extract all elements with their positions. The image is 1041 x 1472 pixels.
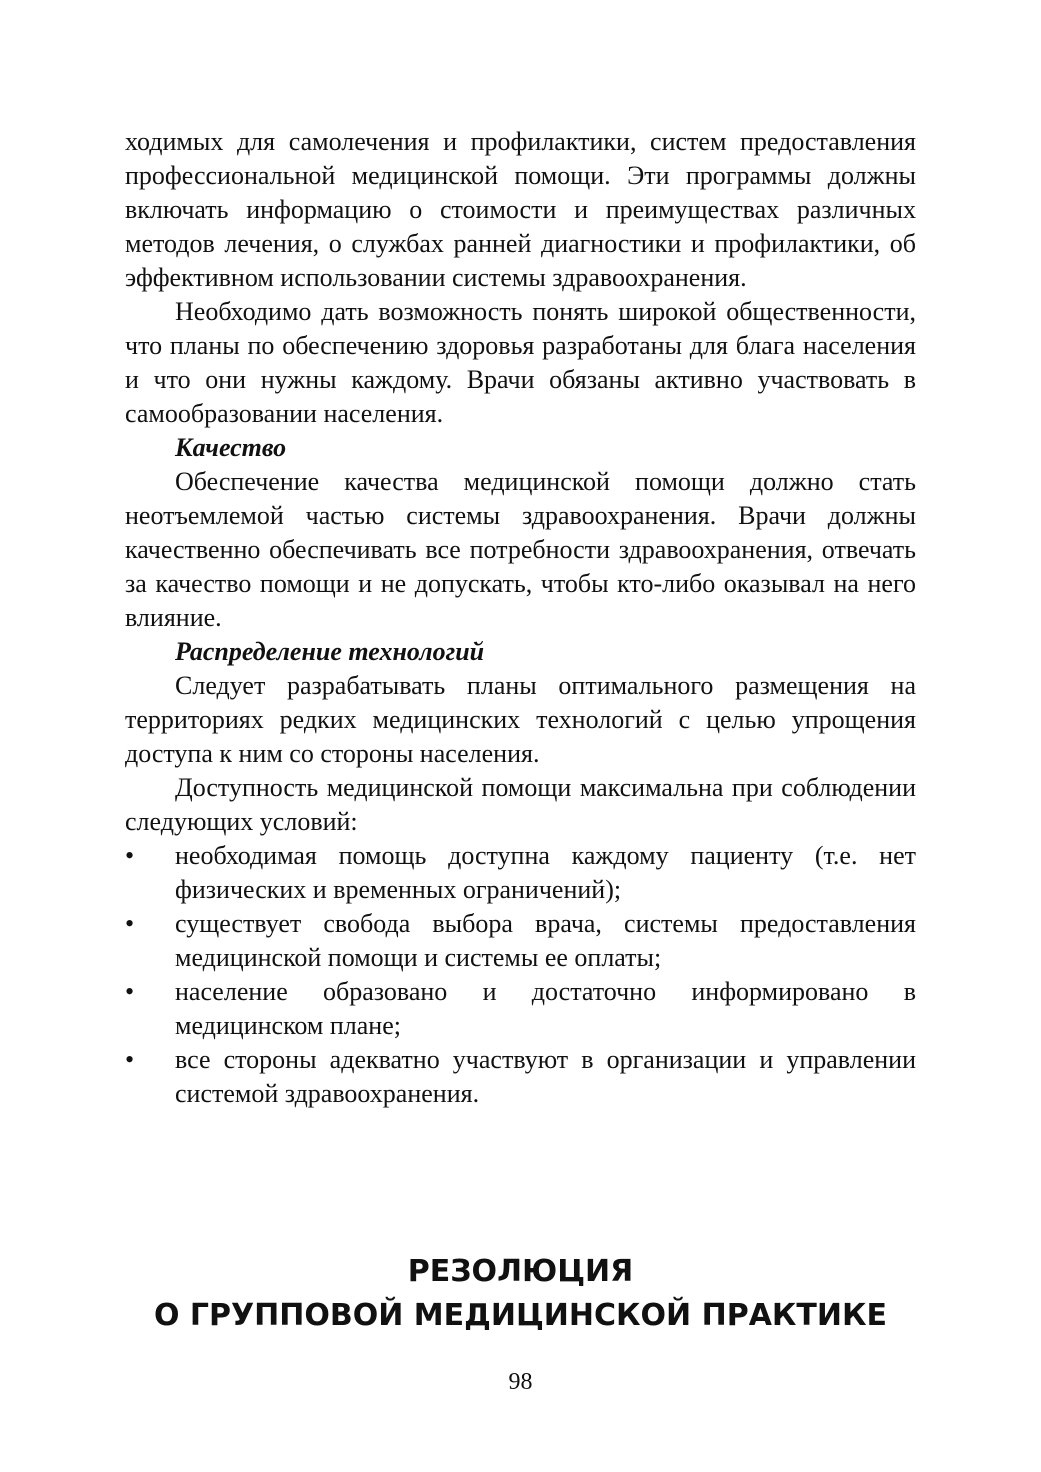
bullet-icon: • [125, 841, 135, 870]
resolution-title [0, 1250, 1041, 1338]
section-heading-quality: Качество [175, 433, 287, 462]
list-item-text: население образовано и достаточно информировано в медицинском плане; [175, 977, 916, 1040]
resolution-title-line2: О ГРУППОВОЙ МЕДИЦИНСКОЙ ПРАКТИКЕ [153, 1298, 888, 1333]
list-item [125, 907, 916, 975]
list-item-text: все стороны адекватно участвуют в организации и управлении системой здравоохранения. [175, 1045, 916, 1108]
body-text [125, 125, 916, 1111]
paragraph-public-awareness: Необходимо дать возможность понять широкой общественности, что планы по обеспечению здоровья разработаны для блага населения и что они нужны каждому. Врачи обязаны активно участвовать в самообразовании населения. [125, 297, 916, 428]
conditions-list [125, 839, 916, 1111]
paragraph-continuation: ходимых для самолечения и профилактики, систем предоставления профессиональной медицинской помощи. Эти программы должны включать информацию о стоимости и преимуществах различных методов лечения, о службах ранней диагностики и профилактики, об эффективном использовании системы здравоохранения. [125, 127, 916, 292]
list-item [125, 839, 916, 907]
section-heading-technology: Распределение технологий [175, 637, 485, 666]
list-item-text: существует свобода выбора врача, системы предоставления медицинской помощи и системы ее оплаты; [175, 909, 916, 972]
resolution-title-line1: РЕЗОЛЮЦИЯ [407, 1254, 634, 1289]
bullet-icon: • [125, 1045, 135, 1074]
list-item [125, 1043, 916, 1111]
page-number: 98 [508, 1369, 533, 1395]
bullet-icon: • [125, 977, 135, 1006]
list-item-text: необходимая помощь доступна каждому пациенту (т.е. нет физических и временных ограничений); [175, 841, 916, 904]
paragraph-accessibility: Доступность медицинской помощи максимальна при соблюдении следующих условий: [125, 773, 916, 836]
list-item [125, 975, 916, 1043]
paragraph-technology: Следует разрабатывать планы оптимального размещения на территориях редких медицинских технологий с целью упрощения доступа к ним со стороны населения. [125, 671, 916, 768]
paragraph-quality: Обеспечение качества медицинской помощи должно стать неотъемлемой частью системы здравоохранения. Врачи должны качественно обеспечивать все потребности здравоохранения, отвечать за качество помощи и не допускать, чтобы кто-либо оказывал на него влияние. [125, 467, 916, 632]
bullet-icon: • [125, 909, 135, 938]
